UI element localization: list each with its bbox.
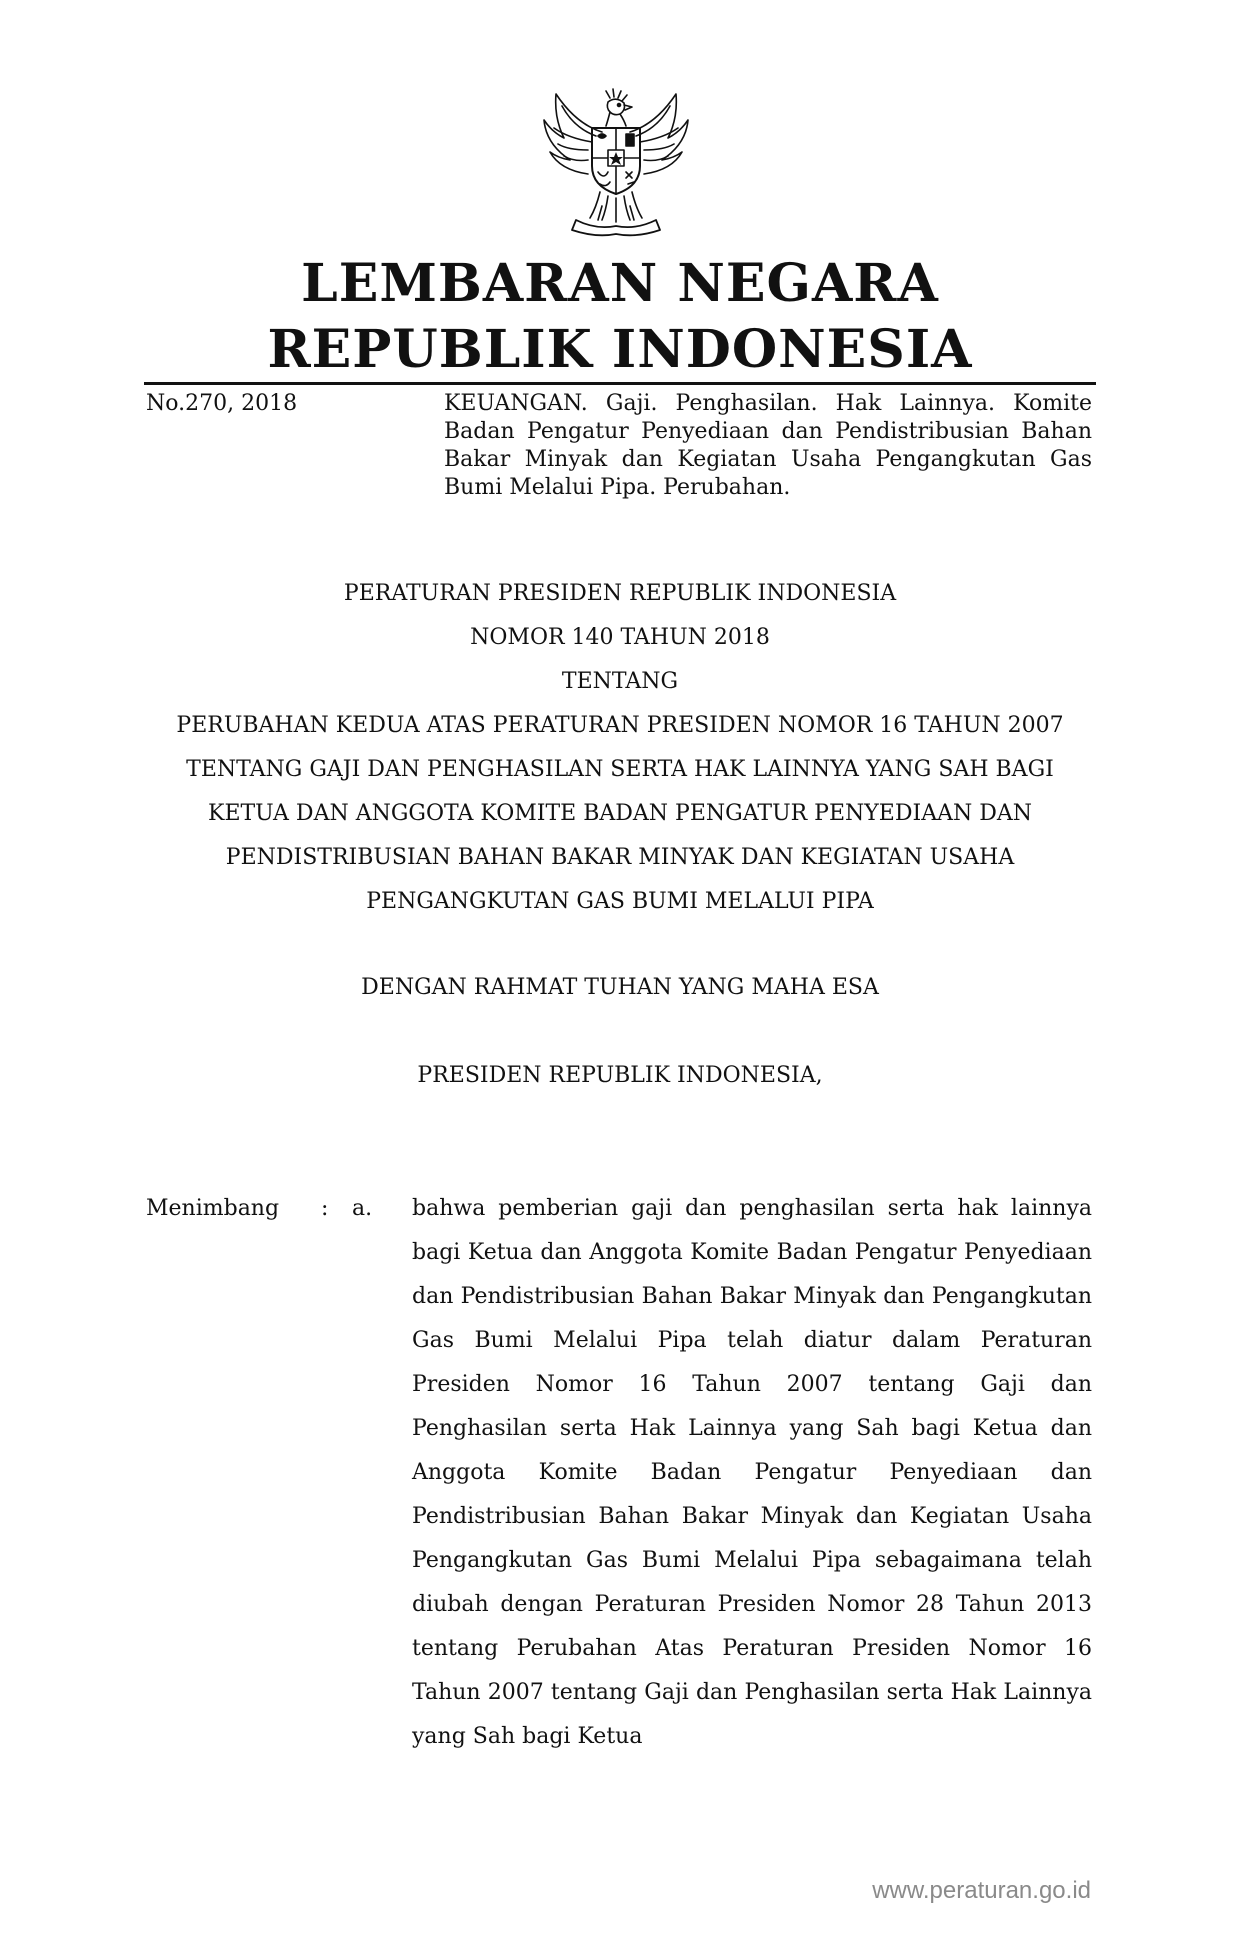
regulation-about-label: TENTANG <box>561 669 679 694</box>
garuda-emblem-icon <box>536 88 696 240</box>
regulation-number: NOMOR 140 TAHUN 2018 <box>470 625 770 650</box>
issue-subject: KEUANGAN. Gaji. Penghasilan. Hak Lainnya. Komite Badan Pengatur Penyediaan dan Pendistribusian Bahan Bakar Minyak dan Kegiatan Usaha Pengangkutan Gas Bumi Melalui Pipa. Perubahan. <box>444 391 1092 500</box>
gazette-title-line-1: LEMBARAN NEGARA <box>301 253 939 314</box>
footer-url: www.peraturan.go.id <box>872 1877 1091 1904</box>
gazette-title-line-2: REPUBLIK INDONESIA <box>267 319 973 380</box>
considering-label: Menimbang <box>146 1196 280 1221</box>
blessing-line: DENGAN RAHMAT TUHAN YANG MAHA ESA <box>361 975 879 1000</box>
considering-colon: : <box>321 1196 329 1221</box>
regulation-title: PERUBAHAN KEDUA ATAS PERATURAN PRESIDEN NOMOR 16 TAHUN 2007 TENTANG GAJI DAN PENGHASILAN SERTA HAK LAINNYA YANG SAH BAGI KETUA DAN ANGGOTA KOMITE BADAN PENGATUR PENYEDIAAN DAN PENDISTRIBUSIAN BAHAN BAKAR MINYAK DAN KEGIATAN USAHA PENGANGKUTAN GAS BUMI MELALUI PIPA <box>176 713 1064 914</box>
header-divider <box>144 382 1096 385</box>
considering-item-text: bahwa pemberian gaji dan penghasilan serta hak lainnya bagi Ketua dan Anggota Komite Badan Pengatur Penyediaan dan Pendistribusian Bahan Bakar Minyak dan Pengangkutan Gas Bumi Melalui Pipa telah diatur dalam Peraturan Presiden Nomor 16 Tahun 2007 tentang Gaji dan Penghasilan serta Hak Lainnya yang Sah bagi Ketua dan Anggota Komite Badan Pengatur Penyediaan dan Pendistribusian Bahan Bakar Minyak dan Kegiatan Usaha Pengangkutan Gas Bumi Melalui Pipa sebagaimana telah diubah dengan Peraturan Presiden Nomor 28 Tahun 2013 tentang Perubahan Atas Peraturan Presiden Nomor 16 Tahun 2007 tentang Gaji dan Penghasilan serta Hak Lainnya yang Sah bagi Ketua <box>412 1196 1092 1749</box>
president-line: PRESIDEN REPUBLIK INDONESIA, <box>417 1063 823 1088</box>
issue-number: No.270, 2018 <box>146 391 298 416</box>
considering-item-letter: a. <box>352 1196 373 1221</box>
regulation-type: PERATURAN PRESIDEN REPUBLIK INDONESIA <box>343 581 897 606</box>
